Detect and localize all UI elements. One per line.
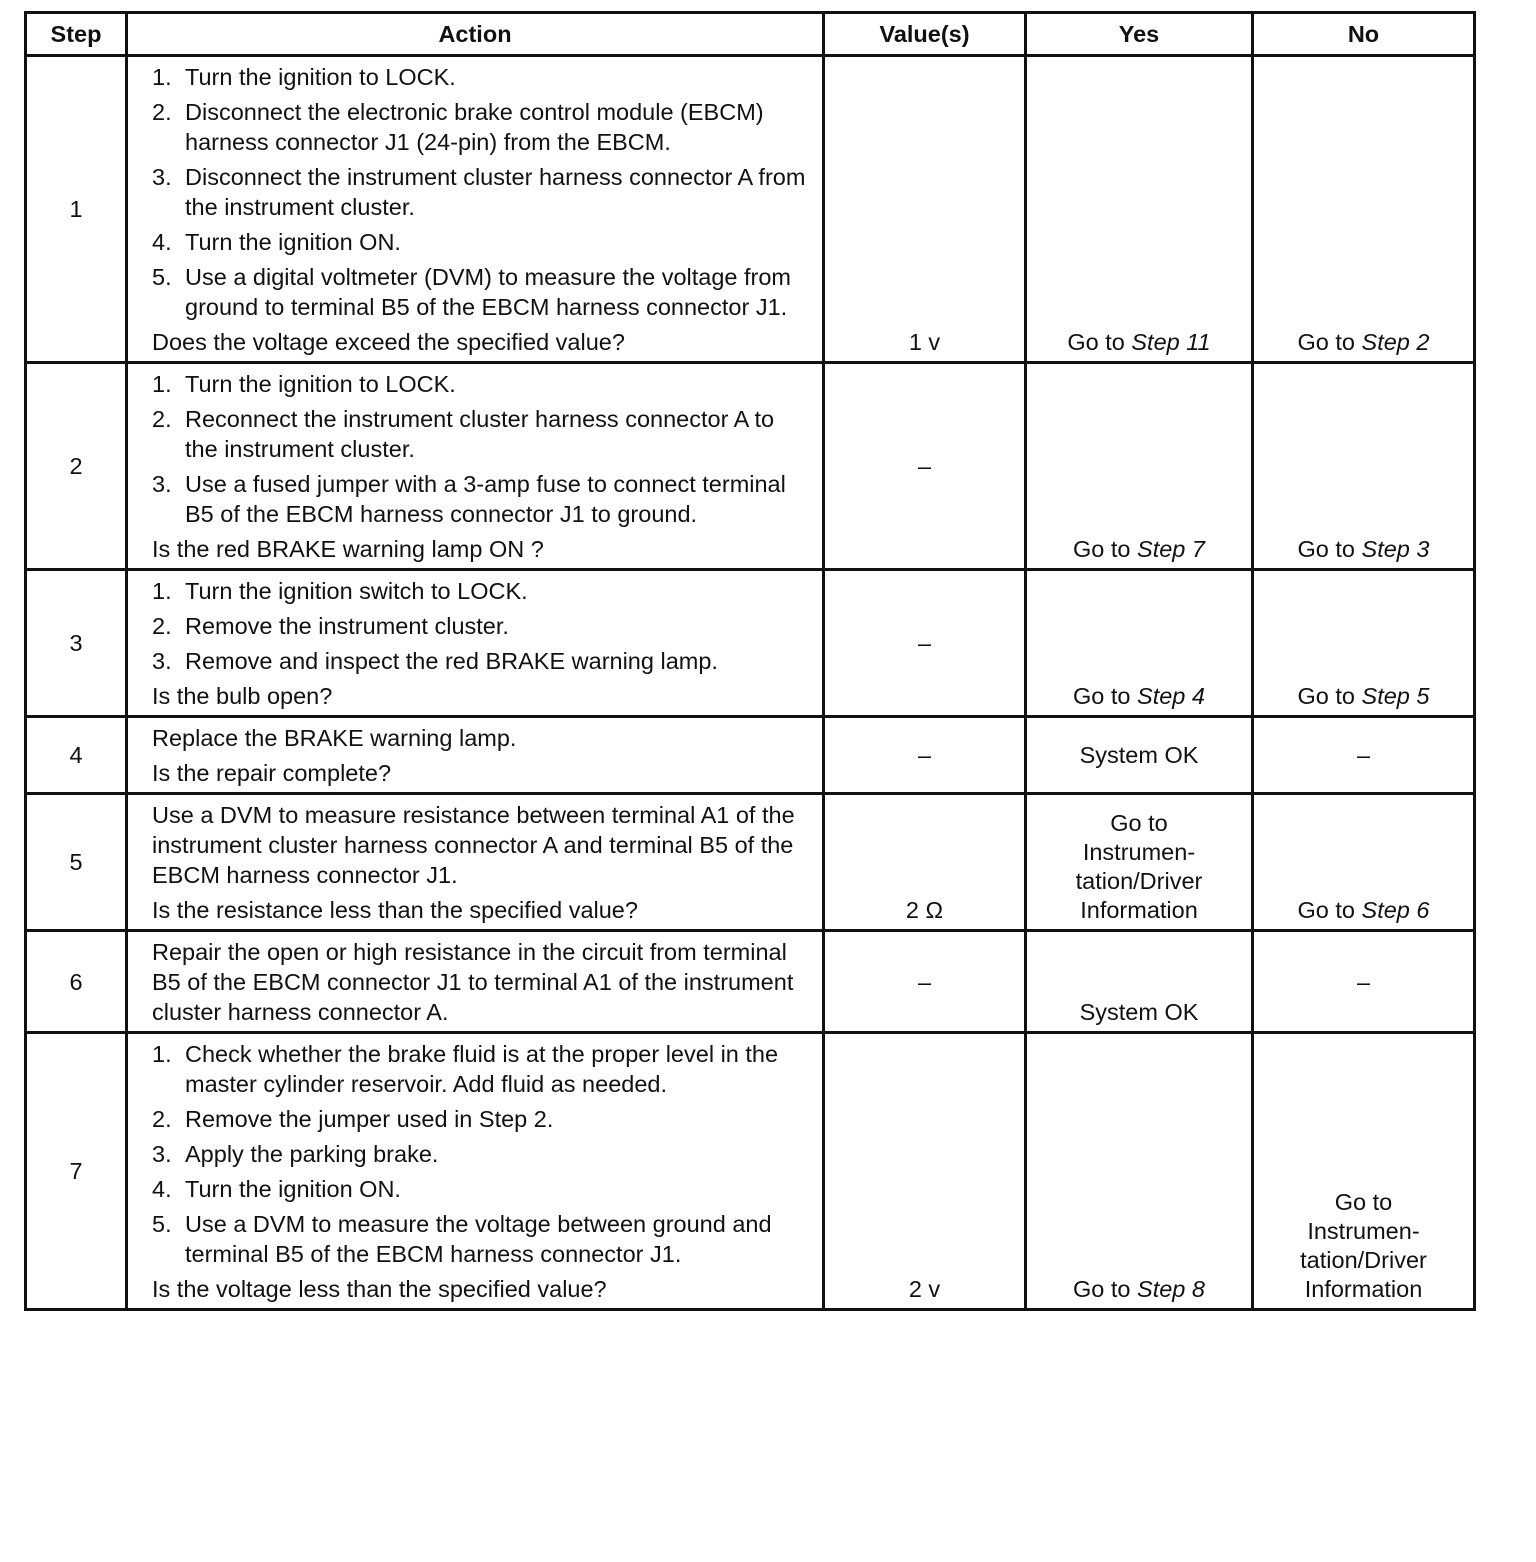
header-yes: Yes	[1026, 13, 1253, 56]
list-item	[152, 162, 808, 222]
action-text: Replace the BRAKE warning lamp.	[152, 725, 517, 751]
action-question: Is the resistance less than the specified value?	[152, 897, 638, 923]
item-number: 4.	[152, 1176, 172, 1202]
yes-line: Go to	[1110, 810, 1168, 836]
step-number: 3	[26, 570, 127, 717]
list-item	[152, 1039, 808, 1099]
item-text: Remove and inspect the red BRAKE warning lamp.	[185, 648, 718, 674]
yes-reference	[1076, 809, 1203, 925]
no-cell	[1253, 794, 1475, 931]
list-item	[152, 1139, 808, 1169]
yes-cell: System OK	[1026, 931, 1253, 1033]
item-text: Reconnect the instrument cluster harness connector A to the instrument cluster.	[185, 406, 775, 462]
list-item	[152, 404, 808, 464]
action-question: Does the voltage exceed the specified value?	[152, 329, 625, 355]
item-text: Turn the ignition to LOCK.	[185, 371, 456, 397]
item-text: Apply the parking brake.	[185, 1141, 439, 1167]
value-cell: 1 v	[824, 56, 1026, 363]
value-cell: –	[824, 717, 1026, 794]
item-number: 1.	[152, 64, 172, 90]
table-row	[26, 1033, 1475, 1310]
header-no: No	[1253, 13, 1475, 56]
value-cell: –	[824, 363, 1026, 570]
no-cell: –	[1253, 931, 1475, 1033]
step-number: 7	[26, 1033, 127, 1310]
no-prefix: Go to	[1297, 329, 1362, 355]
list-item	[152, 646, 808, 676]
item-number: 4.	[152, 229, 172, 255]
action-cell	[127, 363, 824, 570]
item-text: Remove the instrument cluster.	[185, 613, 509, 639]
table-row	[26, 794, 1475, 931]
item-text: Use a DVM to measure the voltage between ground and terminal B5 of the EBCM harness connector J1.	[185, 1211, 772, 1267]
step-number: 2	[26, 363, 127, 570]
table-row	[26, 717, 1475, 794]
header-step: Step	[26, 13, 127, 56]
yes-step-ref: Step 4	[1137, 683, 1205, 709]
item-text: Turn the ignition ON.	[185, 229, 401, 255]
no-cell	[1253, 363, 1475, 570]
header-action: Action	[127, 13, 824, 56]
action-list	[152, 369, 808, 529]
no-line: tation/Driver	[1300, 1247, 1427, 1273]
value-cell: 2 v	[824, 1033, 1026, 1310]
no-line: Information	[1304, 1276, 1423, 1302]
yes-cell	[1026, 1033, 1253, 1310]
action-text: Repair the open or high resistance in the circuit from terminal B5 of the EBCM connector J1 to terminal A1 of the instrument cluster harness connector A.	[152, 939, 794, 1025]
item-number: 1.	[152, 1041, 172, 1067]
no-cell	[1253, 1033, 1475, 1310]
action-cell	[127, 717, 824, 794]
action-cell	[127, 931, 824, 1033]
list-item	[152, 262, 808, 322]
item-number: 1.	[152, 371, 172, 397]
item-text: Use a digital voltmeter (DVM) to measure the voltage from ground to terminal B5 of the EBCM harness connector J1.	[185, 264, 792, 320]
value-cell: –	[824, 931, 1026, 1033]
item-text: Turn the ignition to LOCK.	[185, 64, 456, 90]
action-cell	[127, 1033, 824, 1310]
table-header-row	[26, 13, 1475, 56]
item-number: 2.	[152, 613, 172, 639]
no-cell: –	[1253, 717, 1475, 794]
no-step-ref: Step 5	[1361, 683, 1430, 709]
list-item	[152, 227, 808, 257]
action-question: Is the voltage less than the specified value?	[152, 1276, 607, 1302]
yes-cell: System OK	[1026, 717, 1253, 794]
no-cell	[1253, 56, 1475, 363]
table-row	[26, 56, 1475, 363]
list-item	[152, 62, 808, 92]
item-number: 2.	[152, 1106, 172, 1132]
value-cell: 2 Ω	[824, 794, 1026, 931]
list-item	[152, 469, 808, 529]
no-reference	[1300, 1188, 1427, 1304]
item-text: Use a fused jumper with a 3-amp fuse to connect terminal B5 of the EBCM harness connector J1 to ground.	[185, 471, 786, 527]
item-number: 5.	[152, 264, 172, 290]
yes-cell	[1026, 794, 1253, 931]
item-text: Turn the ignition ON.	[185, 1176, 401, 1202]
yes-cell	[1026, 56, 1253, 363]
action-list	[152, 62, 808, 322]
value-cell: –	[824, 570, 1026, 717]
yes-step-ref: Step 11	[1131, 329, 1211, 355]
step-number: 1	[26, 56, 127, 363]
list-item	[152, 1209, 808, 1269]
no-prefix: Go to	[1297, 683, 1362, 709]
step-number: 4	[26, 717, 127, 794]
item-number: 1.	[152, 578, 172, 604]
no-prefix: Go to	[1297, 897, 1362, 923]
item-text: Turn the ignition switch to LOCK.	[185, 578, 528, 604]
action-cell	[127, 794, 824, 931]
no-line: Go to	[1334, 1189, 1393, 1215]
action-list	[152, 576, 808, 676]
yes-prefix: Go to	[1067, 329, 1132, 355]
list-item	[152, 97, 808, 157]
yes-line: Instrumen-	[1082, 839, 1196, 865]
no-step-ref: Step 3	[1361, 536, 1430, 562]
list-item	[152, 611, 808, 641]
yes-cell	[1026, 363, 1253, 570]
item-number: 3.	[152, 471, 172, 497]
item-text: Disconnect the electronic brake control module (EBCM) harness connector J1 (24-pin) from the EBCM.	[185, 99, 764, 155]
list-item	[152, 1174, 808, 1204]
yes-step-ref: Step 8	[1137, 1276, 1205, 1302]
item-text: Disconnect the instrument cluster harness connector A from the instrument cluster.	[185, 164, 806, 220]
list-item	[152, 1104, 808, 1134]
no-cell	[1253, 570, 1475, 717]
item-number: 3.	[152, 648, 172, 674]
table-row	[26, 931, 1475, 1033]
no-prefix: Go to	[1297, 536, 1362, 562]
yes-prefix: Go to	[1073, 1276, 1138, 1302]
item-text: Remove the jumper used in Step 2.	[185, 1106, 554, 1132]
yes-line: Information	[1080, 897, 1198, 923]
item-text: Check whether the brake fluid is at the proper level in the master cylinder reservoir. Add fluid as needed.	[185, 1041, 779, 1097]
item-number: 3.	[152, 164, 172, 190]
action-cell	[127, 56, 824, 363]
item-number: 2.	[152, 406, 172, 432]
action-text: Use a DVM to measure resistance between terminal A1 of the instrument cluster harness connector A and terminal B5 of the EBCM harness connector J1.	[152, 802, 795, 888]
yes-step-ref: Step 7	[1137, 536, 1205, 562]
no-step-ref: Step 2	[1361, 329, 1430, 355]
yes-prefix: Go to	[1073, 536, 1138, 562]
item-number: 3.	[152, 1141, 172, 1167]
table-row	[26, 363, 1475, 570]
action-question: Is the red BRAKE warning lamp ON ?	[152, 536, 544, 562]
table-row	[26, 570, 1475, 717]
yes-line: tation/Driver	[1075, 868, 1203, 894]
list-item	[152, 369, 808, 399]
header-values: Value(s)	[824, 13, 1026, 56]
yes-prefix: Go to	[1073, 683, 1138, 709]
item-number: 5.	[152, 1211, 172, 1237]
item-number: 2.	[152, 99, 172, 125]
yes-cell	[1026, 570, 1253, 717]
step-number: 6	[26, 931, 127, 1033]
step-number: 5	[26, 794, 127, 931]
action-question: Is the bulb open?	[152, 683, 333, 709]
no-step-ref: Step 6	[1361, 897, 1430, 923]
action-cell	[127, 570, 824, 717]
no-line: Instrumen-	[1307, 1218, 1420, 1244]
diagnostic-table	[24, 11, 1476, 1311]
action-list	[152, 1039, 808, 1269]
action-question: Is the repair complete?	[152, 760, 392, 786]
list-item	[152, 576, 808, 606]
